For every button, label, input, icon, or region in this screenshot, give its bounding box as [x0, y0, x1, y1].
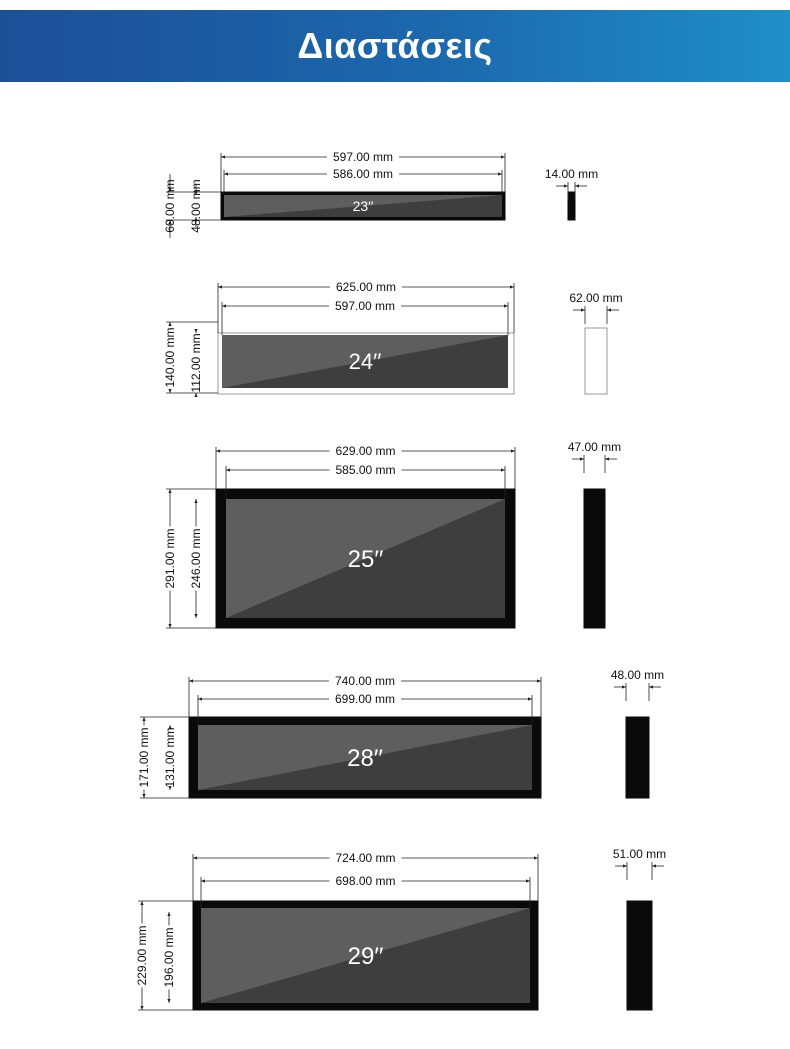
- inner-height-dimension-label: 246.00 mm: [189, 528, 203, 589]
- side-profile: [627, 901, 652, 1010]
- depth-dimension-label: 14.00 mm: [544, 167, 599, 181]
- inner-width-dimension-label: 586.00 mm: [332, 167, 394, 181]
- outer-height-dimension-label: 229.00 mm: [135, 925, 149, 986]
- outer-height-dimension-label: 60.00 mm: [163, 179, 177, 233]
- outer-width-dimension-label: 629.00 mm: [335, 444, 396, 458]
- outer-height-dimension-label: 140.00 mm: [163, 327, 177, 388]
- screen-size-label: 29′′: [347, 942, 384, 970]
- inner-width-dimension-label: 585.00 mm: [335, 463, 396, 477]
- outer-width-dimension-label: 625.00 mm: [335, 280, 397, 294]
- outer-width-dimension-label: 740.00 mm: [334, 674, 396, 688]
- page-title: Διαστάσεις: [297, 25, 493, 66]
- inner-width-dimension-label: 698.00 mm: [335, 874, 396, 888]
- screen-size-label: 28′′: [347, 744, 383, 772]
- side-profile: [585, 328, 607, 394]
- side-profile: [568, 192, 575, 220]
- screen-size-label: 24′′: [348, 349, 382, 375]
- screen-size-label: 23′′: [352, 197, 374, 214]
- screen-size-label: 25′′: [347, 545, 384, 573]
- monitor-4: [137, 668, 664, 798]
- outer-width-dimension-label: 597.00 mm: [332, 150, 394, 164]
- inner-height-dimension-label: 112.00 mm: [189, 333, 203, 393]
- monitor-1: [163, 150, 598, 238]
- outer-width-dimension-label: 724.00 mm: [335, 851, 396, 865]
- monitor-2: [163, 280, 623, 395]
- inner-width-dimension-label: 699.00 mm: [334, 692, 396, 706]
- depth-dimension-label: 51.00 mm: [612, 847, 667, 861]
- depth-dimension-label: 48.00 mm: [610, 668, 665, 682]
- outer-height-dimension-label: 171.00 mm: [137, 727, 151, 788]
- monitor-5: [135, 847, 666, 1010]
- side-profile: [626, 717, 649, 798]
- outer-height-dimension-label: 291.00 mm: [163, 528, 177, 589]
- side-profile: [584, 489, 605, 628]
- monitor-3: [163, 440, 621, 628]
- depth-dimension-label: 47.00 mm: [567, 440, 622, 454]
- inner-width-dimension-label: 597.00 mm: [334, 299, 396, 313]
- inner-height-dimension-label: 196.00 mm: [162, 927, 176, 988]
- depth-dimension-label: 62.00 mm: [569, 291, 623, 305]
- inner-height-dimension-label: 131.00 mm: [163, 727, 177, 788]
- inner-height-dimension-label: 48.00 mm: [189, 179, 203, 233]
